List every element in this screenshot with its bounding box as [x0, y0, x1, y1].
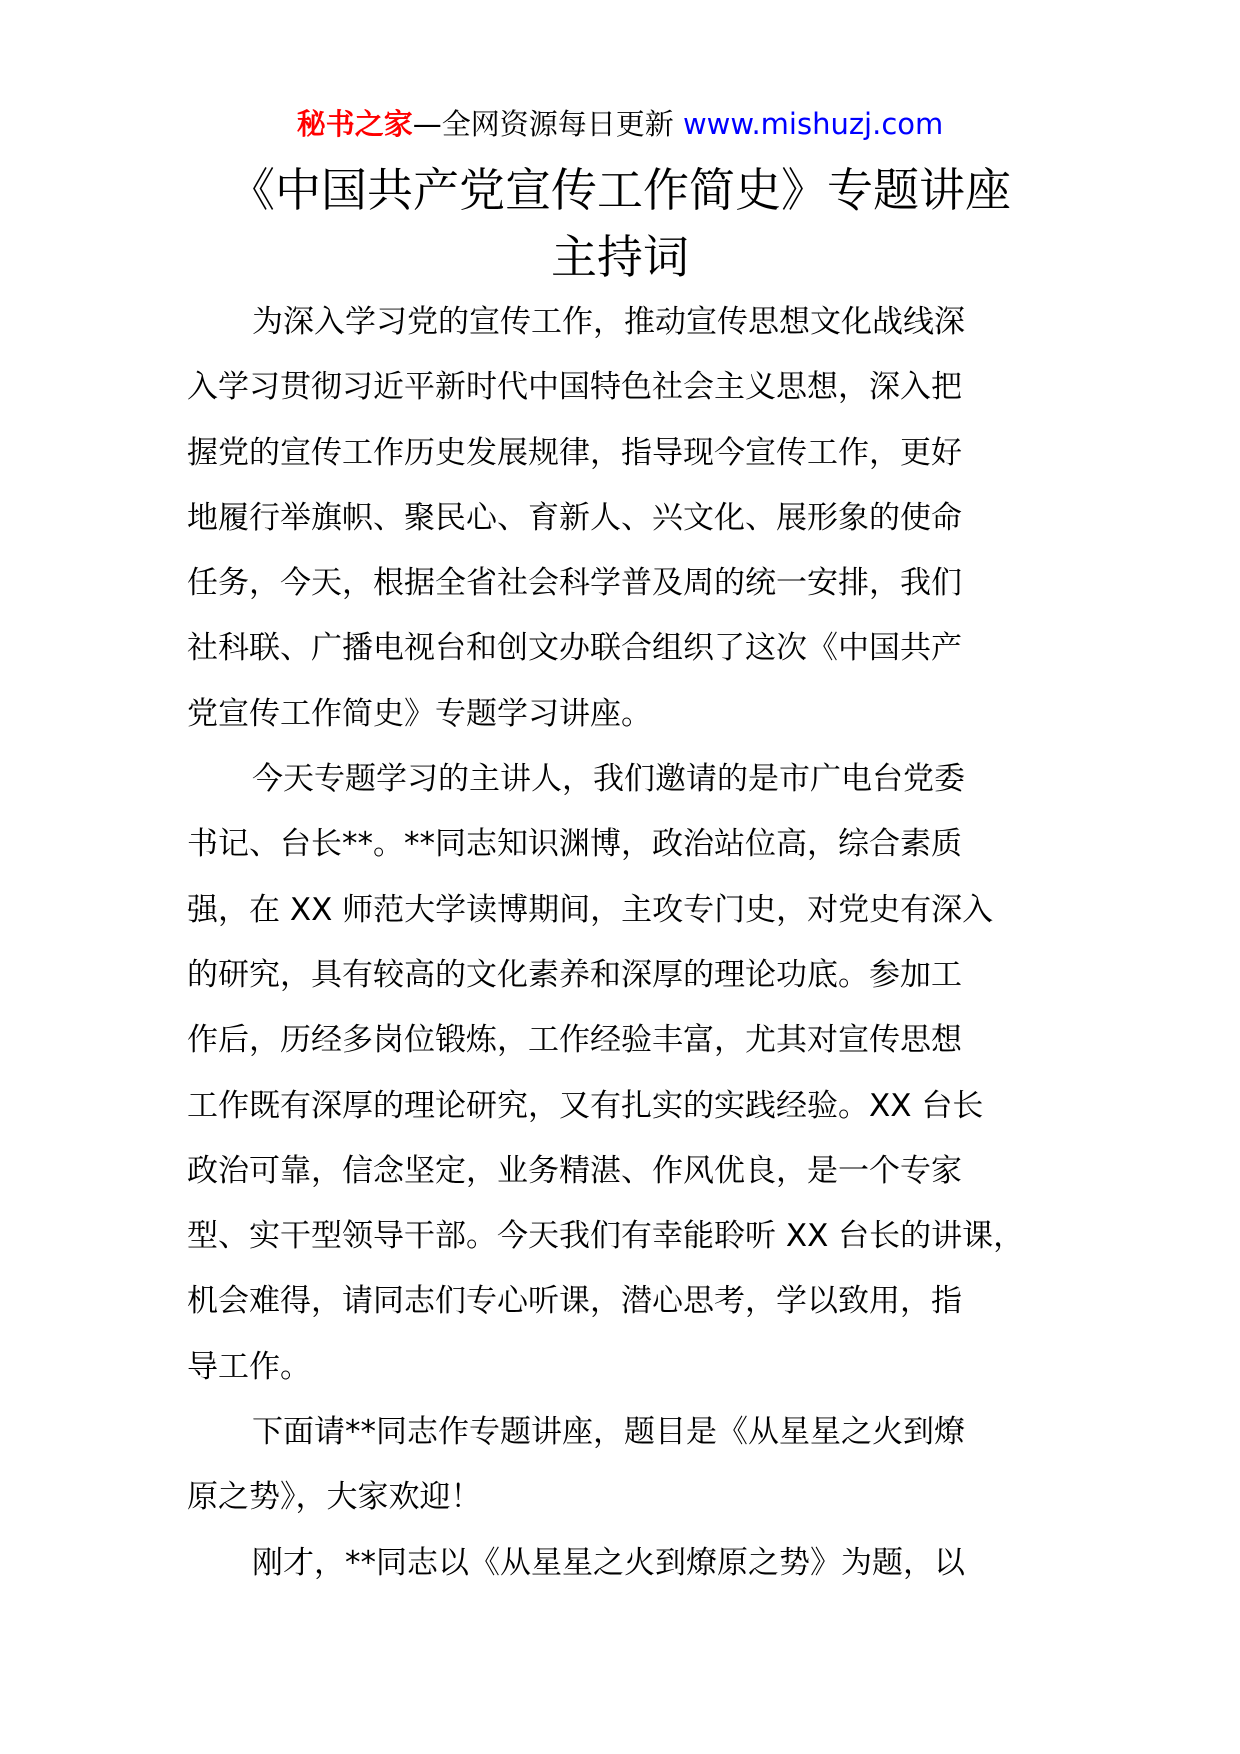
document-subtitle: 主持词 [551, 230, 689, 284]
paragraph-2-line-6: 工作既有深厚的理论研究，又有扎实的实践经验。XX 台长 [187, 1087, 984, 1124]
paragraph-1-line-6: 社科联、广播电视台和创文办联合组织了这次《中国共产 [187, 630, 962, 667]
document-body [187, 290, 1067, 1596]
paragraph-3-line-1: 下面请**同志作专题讲座，题目是《从星星之火到燎 [252, 1414, 965, 1451]
paragraph-4-line-1: 刚才，**同志以《从星星之火到燎原之势》为题，以 [252, 1544, 965, 1581]
paragraph-2-line-9: 机会难得，请同志们专心听课，潜心思考，学以致用，指 [187, 1283, 962, 1320]
paragraph-2-line-10: 导工作。 [187, 1348, 311, 1385]
brand-name: 秘书之家 [296, 107, 413, 141]
site-url-link[interactable]: www.mishuzj.com [682, 107, 944, 141]
paragraph-2-line-1: 今天专题学习的主讲人，我们邀请的是市广电台党委 [252, 761, 965, 798]
paragraph-1-line-3: 握党的宣传工作历史发展规律，指导现今宣传工作，更好 [187, 434, 962, 471]
header-tagline: —全网资源每日更新 [412, 107, 683, 141]
paragraph-1-line-7: 党宣传工作简史》专题学习讲座。 [187, 695, 652, 732]
paragraph-2-line-5: 作后，历经多岗位锻炼，工作经验丰富，尤其对宣传思想 [187, 1022, 962, 1059]
paragraph-2-line-2: 书记、台长**。**同志知识渊博，政治站位高，综合素质 [187, 826, 962, 863]
paragraph-2-line-7: 政治可靠，信念坚定，业务精湛、作风优良，是一个专家 [187, 1152, 962, 1189]
paragraph-2-line-4: 的研究，具有较高的文化素养和深厚的理论功底。参加工 [187, 956, 962, 993]
paragraph-1-line-2: 入学习贯彻习近平新时代中国特色社会主义思想，深入把 [187, 369, 962, 406]
paragraph-1-line-5: 任务，今天，根据全省社会科学普及周的统一安排，我们 [187, 565, 962, 602]
paragraph-2-line-3: 强，在 XX 师范大学读博期间，主攻专门史，对党史有深入 [187, 891, 994, 928]
paragraph-1-line-1: 为深入学习党的宣传工作，推动宣传思想文化战线深 [252, 304, 965, 340]
paragraph-2-line-8: 型、实干型领导干部。今天我们有幸能聆听 XX 台长的讲课， [187, 1218, 1025, 1255]
paragraph-3-line-2: 原之势》，大家欢迎！ [187, 1479, 482, 1516]
paragraph-1-line-4: 地履行举旗帜、聚民心、育新人、兴文化、展形象的使命 [187, 499, 962, 536]
header-banner [0, 104, 1240, 144]
document-title: 《中国共产党宣传工作简史》专题讲座 [229, 163, 1011, 217]
